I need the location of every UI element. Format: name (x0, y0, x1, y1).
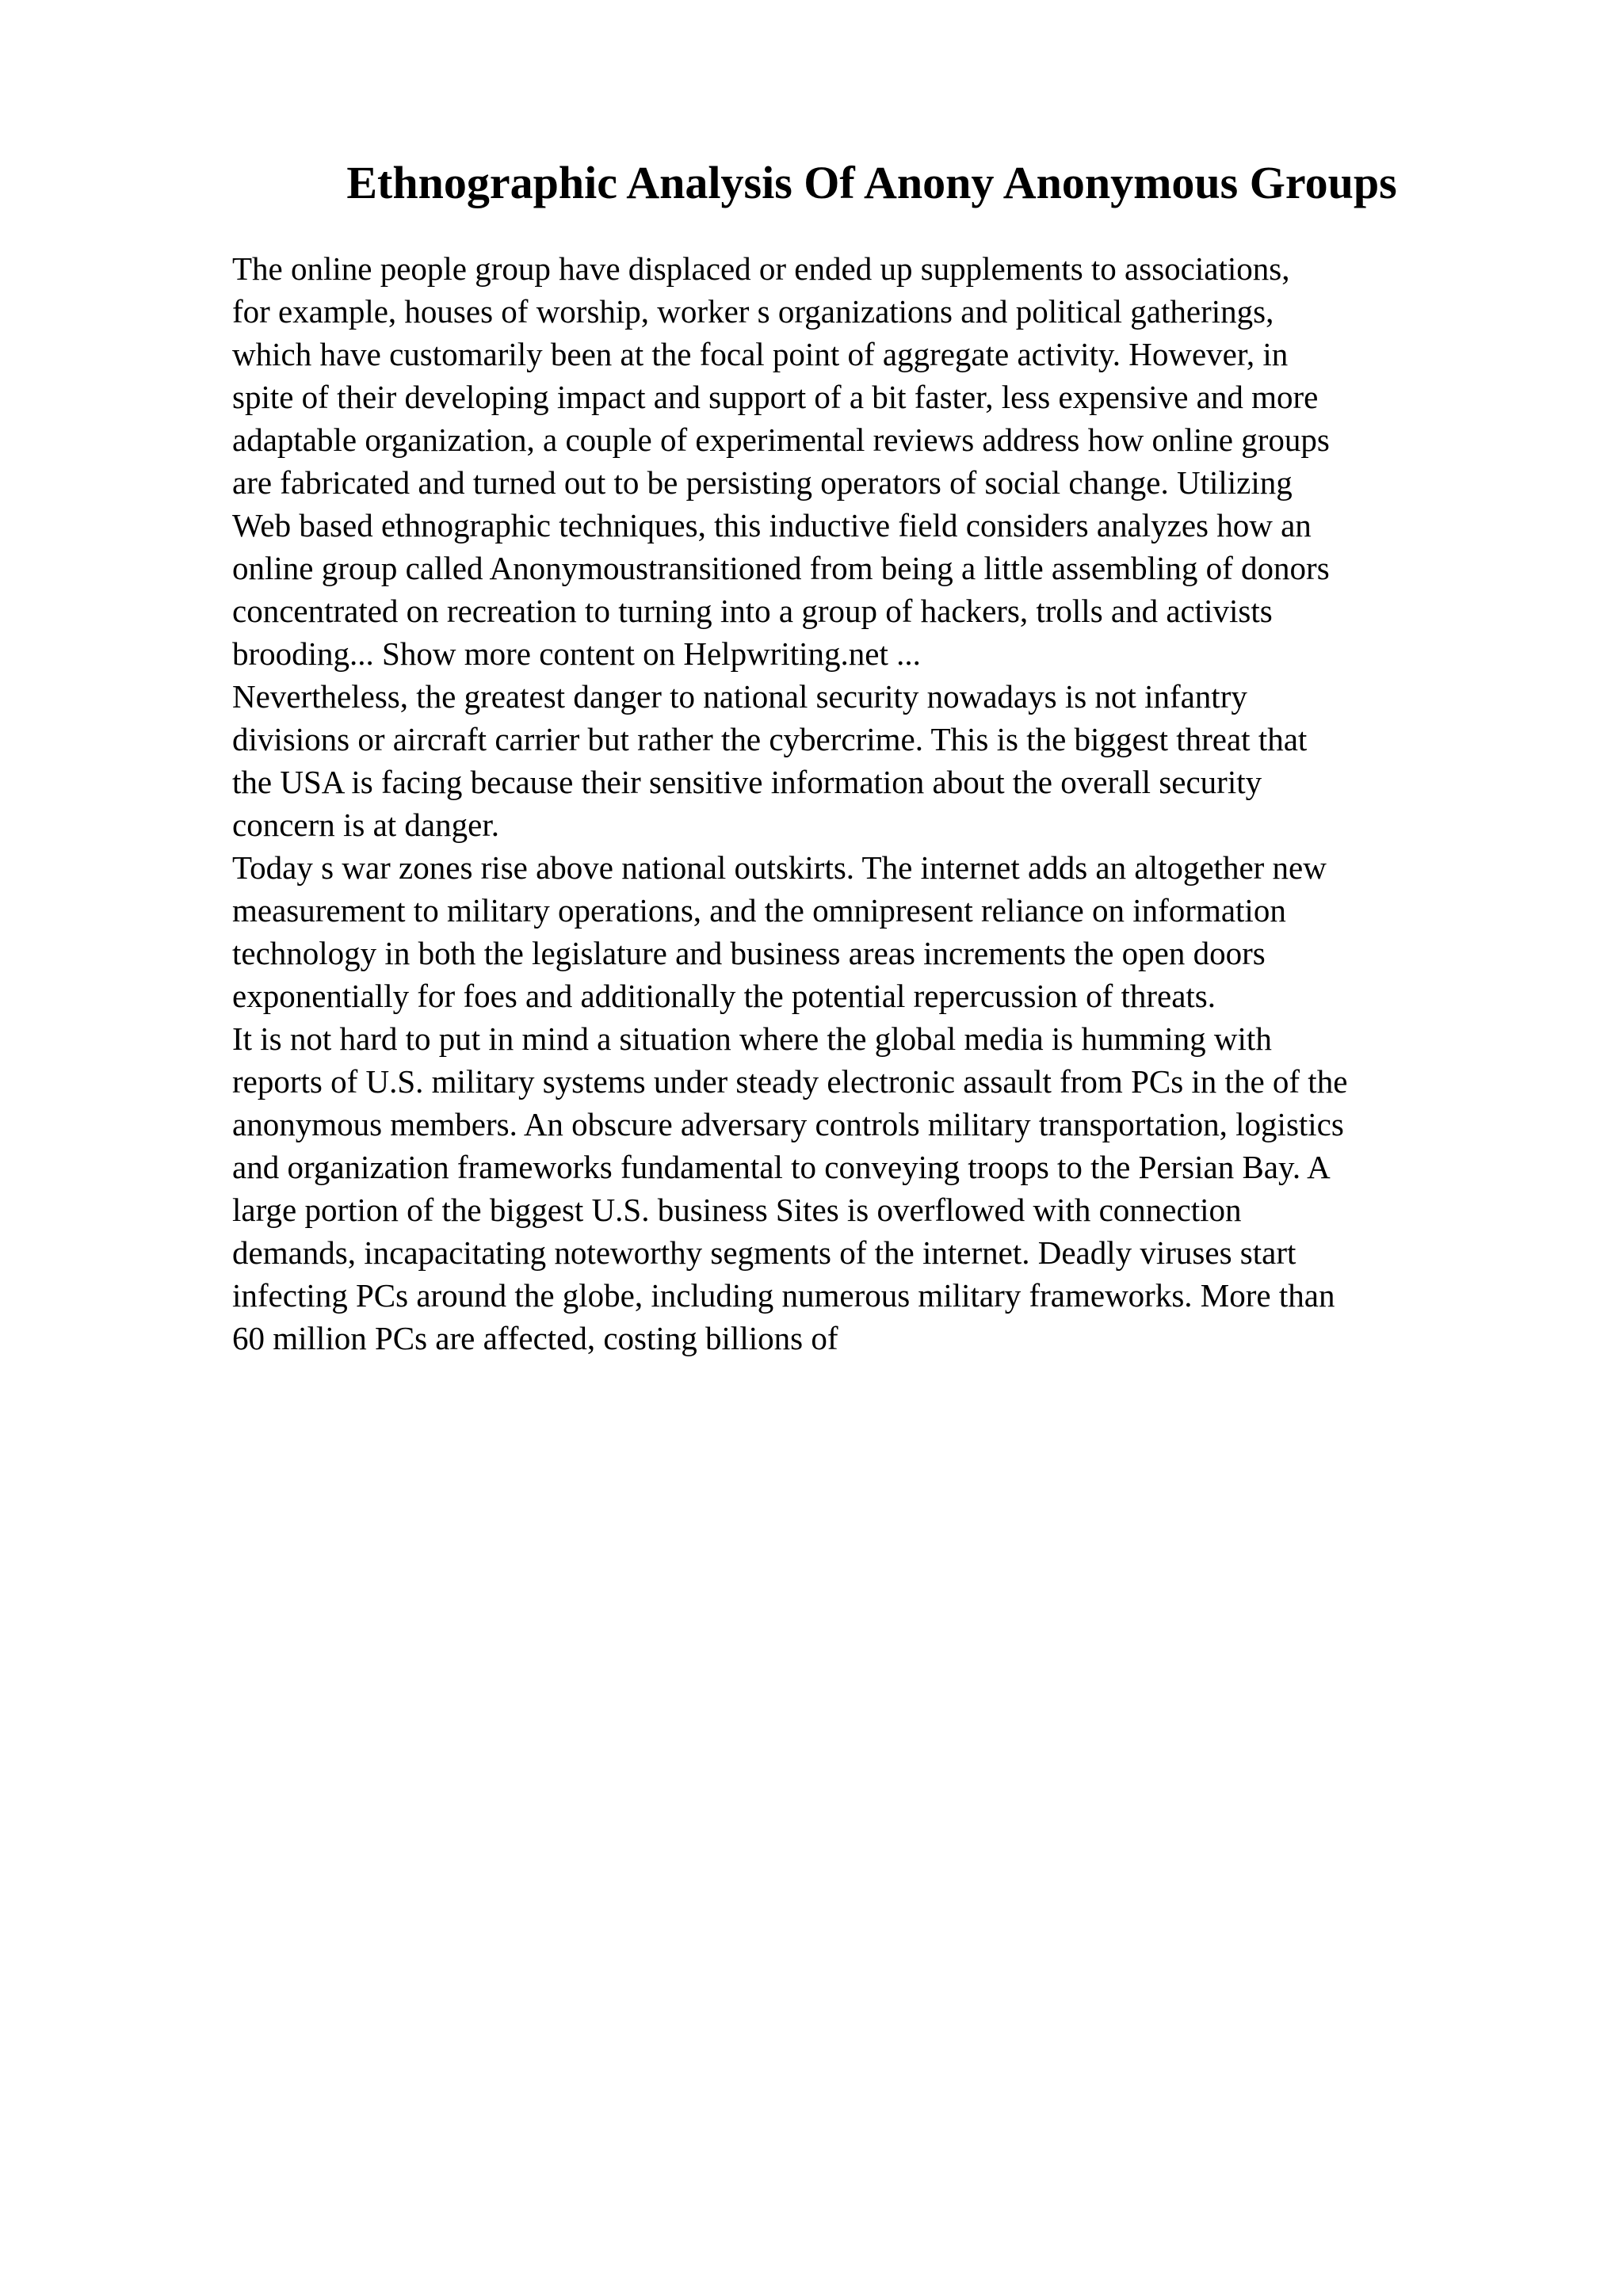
text-line: the USA is facing because their sensitive information about the overall security (232, 764, 1262, 800)
text-line: Nevertheless, the greatest danger to national security nowadays is not infantry (232, 678, 1247, 715)
text-line: Web based ethnographic techniques, this inductive field considers analyzes how an (232, 507, 1312, 543)
text-line: Today s war zones rise above national outskirts. The internet adds an altogether new (232, 849, 1327, 886)
text-line: brooding... Show more content on Helpwriting.net ... (232, 635, 921, 672)
text-line: online group called Anonymoustransitioned from being a little assembling of donors (232, 550, 1330, 586)
text-line: demands, incapacitating noteworthy segments of the internet. Deadly viruses start (232, 1234, 1296, 1271)
text-line: spite of their developing impact and support of a bit faster, less expensive and more (232, 379, 1319, 415)
text-line: adaptable organization, a couple of experimental reviews address how online groups (232, 421, 1330, 458)
text-line: anonymous members. An obscure adversary controls military transportation, logistics (232, 1106, 1344, 1142)
text-line: are fabricated and turned out to be persisting operators of social change. Utilizing (232, 464, 1293, 501)
text-line: concentrated on recreation to turning into a group of hackers, trolls and activists (232, 593, 1273, 629)
text-line: concern is at danger. (232, 807, 499, 843)
paragraph-3 (232, 846, 1532, 1017)
text-line: 60 million PCs are affected, costing billions of (232, 1320, 838, 1356)
text-line: reports of U.S. military systems under steady electronic assault from PCs in the of the (232, 1063, 1348, 1100)
document-body (232, 247, 1532, 1360)
text-line: measurement to military operations, and the omnipresent reliance on information (232, 892, 1286, 929)
text-line: for example, houses of worship, worker s organizations and political gatherings, (232, 293, 1274, 330)
text-line: which have customarily been at the focal point of aggregate activity. However, in (232, 336, 1289, 372)
text-line: and organization frameworks fundamental to conveying troops to the Persian Bay. A (232, 1149, 1331, 1185)
text-line: divisions or aircraft carrier but rather the cybercrime. This is the biggest threat that (232, 721, 1308, 757)
text-line: infecting PCs around the globe, including numerous military frameworks. More than (232, 1277, 1335, 1314)
paragraph-1 (232, 247, 1532, 675)
text-line: exponentially for foes and additionally the potential repercussion of threats. (232, 978, 1216, 1014)
text-line: The online people group have displaced or ended up supplements to associations, (232, 250, 1290, 287)
text-line: technology in both the legislature and business areas increments the open doors (232, 935, 1266, 971)
paragraph-2 (232, 675, 1532, 846)
text-line: It is not hard to put in mind a situation where the global media is humming with (232, 1020, 1272, 1057)
paragraph-4 (232, 1017, 1532, 1360)
text-line: large portion of the biggest U.S. business Sites is overflowed with connection (232, 1192, 1242, 1228)
document-title: Ethnographic Analysis Of Anony Anonymous Groups (346, 157, 1397, 208)
